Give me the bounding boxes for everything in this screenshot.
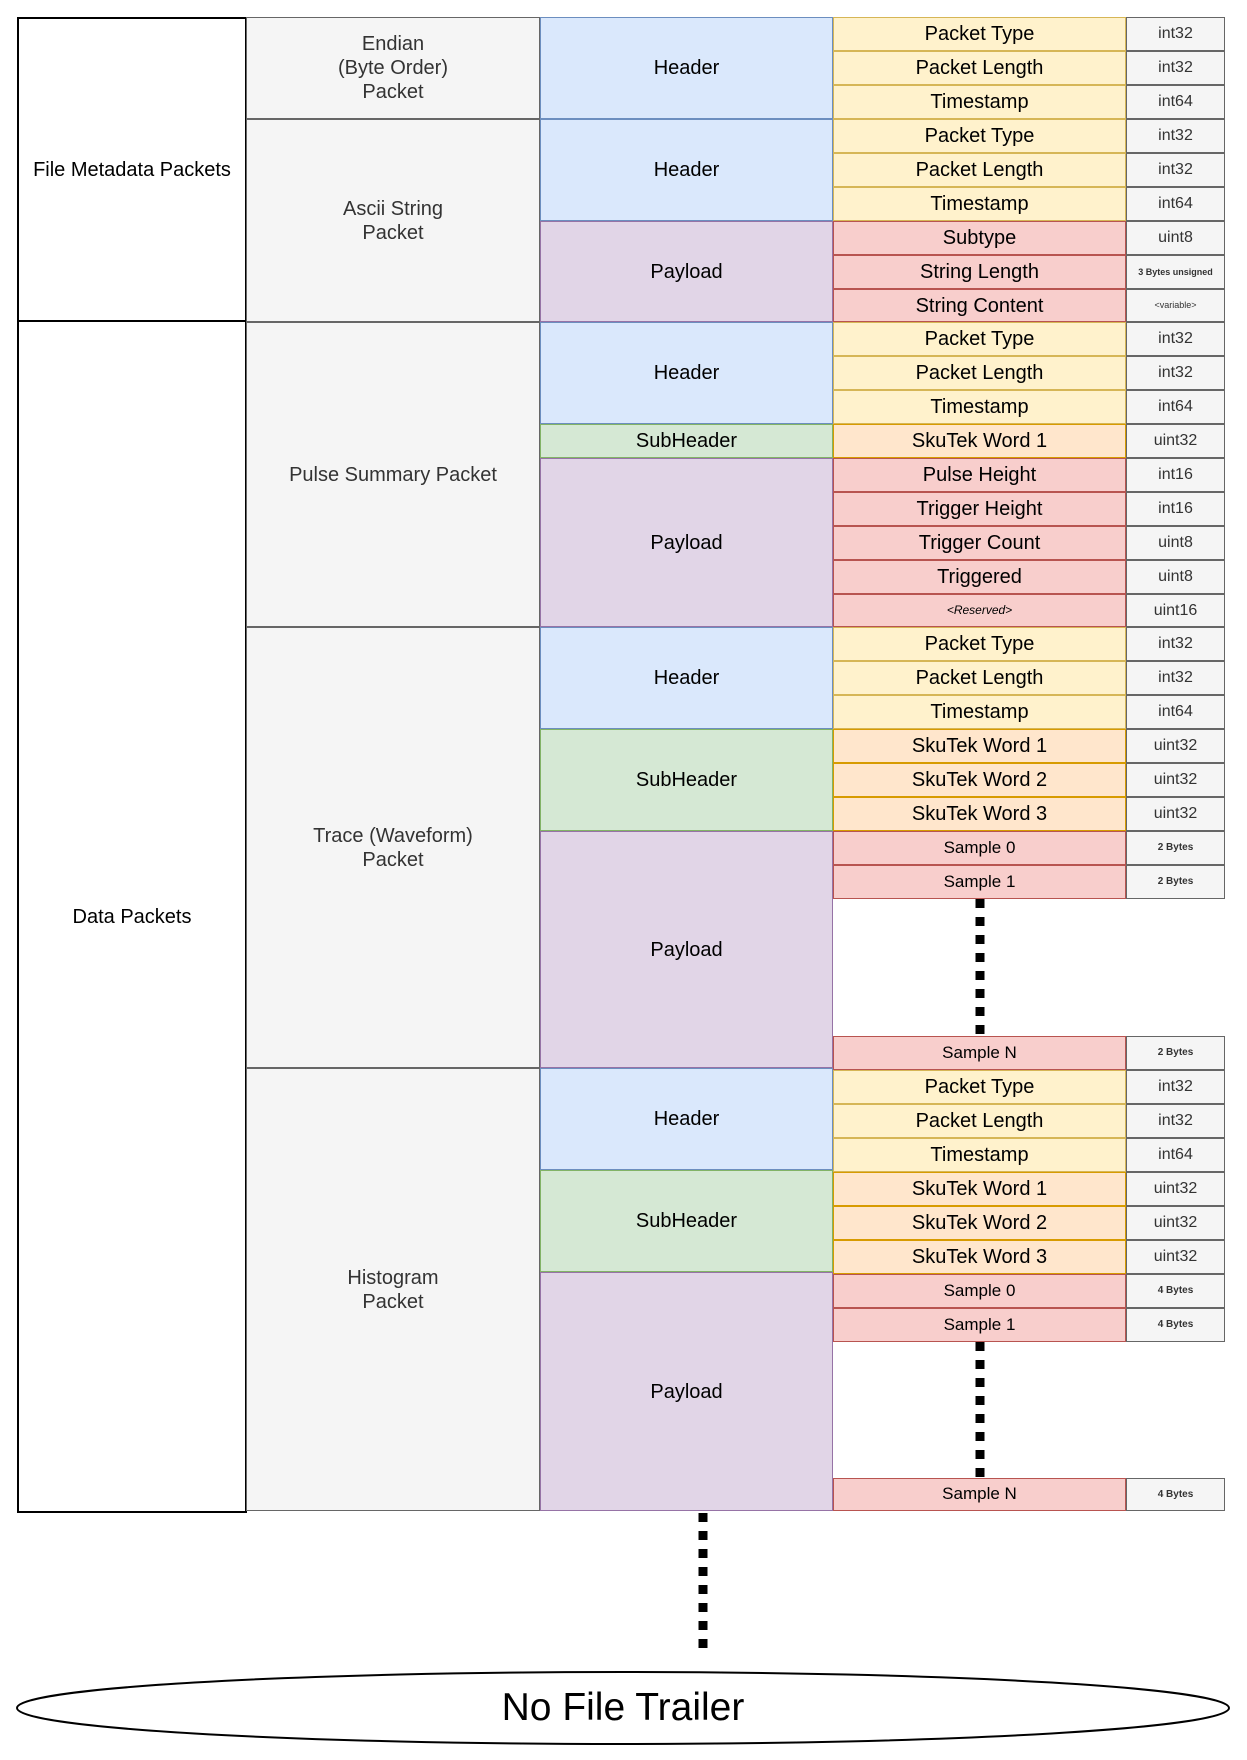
packet-label: Trace (Waveform) Packet — [313, 824, 473, 871]
field-label: String Content — [915, 294, 1044, 317]
type-label: int32 — [1158, 669, 1193, 687]
type-label: 4 Bytes — [1157, 1285, 1194, 1296]
type-label: 4 Bytes — [1157, 1319, 1194, 1330]
field-label: Trigger Height — [916, 498, 1043, 520]
field-label: Timestamp — [930, 701, 1029, 723]
section-label: SubHeader — [635, 430, 738, 452]
type-label: 4 Bytes — [1157, 1488, 1194, 1500]
type-label: 3 Bytes unsigned — [1138, 266, 1213, 277]
type-label: int64 — [1158, 398, 1193, 416]
field-label: Packet Type — [924, 328, 1035, 350]
category-label: File Metadata Packets — [33, 158, 231, 181]
field-label: SkuTek Word 1 — [911, 430, 1048, 452]
packet-label: Ascii String Packet — [342, 197, 444, 244]
field-label: Packet Length — [915, 57, 1044, 79]
section-label: Header — [653, 1108, 720, 1130]
type-label: uint16 — [1153, 601, 1198, 619]
section-label: SubHeader — [635, 1210, 738, 1232]
type-label: uint32 — [1153, 1214, 1198, 1232]
field-label: Sample 1 — [943, 1314, 1016, 1334]
field-label: Triggered — [937, 566, 1022, 588]
type-label: uint32 — [1153, 1248, 1198, 1266]
field-label: Packet Length — [915, 667, 1044, 689]
type-label: int16 — [1158, 500, 1193, 518]
type-label: int32 — [1158, 25, 1193, 43]
field-label: Sample 1 — [943, 871, 1016, 891]
trailer-label: No File Trailer — [501, 1686, 745, 1729]
field-label: Sample 0 — [943, 837, 1016, 857]
type-label: int32 — [1158, 1078, 1193, 1096]
type-label: int32 — [1158, 161, 1193, 179]
section-label: Header — [653, 362, 720, 384]
type-label: uint8 — [1158, 568, 1193, 586]
field-label: SkuTek Word 1 — [911, 1178, 1048, 1200]
field-label: Subtype — [942, 227, 1017, 249]
type-label: 2 Bytes — [1157, 842, 1194, 853]
field-label: Timestamp — [930, 1144, 1029, 1166]
field-label: SkuTek Word 3 — [911, 803, 1048, 825]
packet-label: Pulse Summary Packet — [289, 463, 497, 486]
type-label: int32 — [1158, 127, 1193, 145]
type-label: uint32 — [1153, 432, 1198, 450]
field-label: Sample N — [942, 1484, 1017, 1504]
section-label: Payload — [650, 260, 723, 283]
section-label: SubHeader — [635, 769, 738, 791]
field-label: SkuTek Word 3 — [911, 1246, 1048, 1268]
type-label: 2 Bytes — [1157, 1047, 1194, 1058]
packet-label: Endian (Byte Order) Packet — [337, 33, 449, 103]
type-label: <variable> — [1154, 300, 1197, 311]
field-label: Packet Type — [924, 125, 1035, 147]
type-label: uint8 — [1158, 534, 1193, 552]
type-label: uint8 — [1158, 229, 1193, 247]
field-label: Packet Type — [924, 633, 1035, 655]
type-label: int32 — [1158, 1112, 1193, 1130]
type-label: int32 — [1158, 364, 1193, 382]
field-label: SkuTek Word 1 — [911, 735, 1048, 757]
type-label: int16 — [1158, 466, 1193, 484]
type-label: uint32 — [1153, 737, 1198, 755]
field-label: Sample N — [942, 1042, 1017, 1062]
type-label: uint32 — [1153, 805, 1198, 823]
type-label: 2 Bytes — [1157, 876, 1194, 887]
type-label: int64 — [1158, 195, 1193, 213]
category-label: Data Packets — [72, 905, 192, 928]
field-label: Trigger Count — [918, 532, 1041, 554]
field-label: Packet Type — [924, 23, 1035, 45]
section-label: Payload — [650, 938, 723, 961]
section-label: Header — [653, 667, 720, 689]
field-label: <Reserved> — [946, 603, 1013, 618]
field-label: Packet Length — [915, 159, 1044, 181]
packet-label: Histogram Packet — [347, 1266, 439, 1313]
field-label: Timestamp — [930, 193, 1029, 215]
type-label: uint32 — [1153, 771, 1198, 789]
type-label: int64 — [1158, 1146, 1193, 1164]
field-label: String Length — [920, 261, 1039, 283]
type-label: int32 — [1158, 59, 1193, 77]
section-label: Payload — [650, 1380, 723, 1403]
field-label: SkuTek Word 2 — [911, 769, 1048, 791]
type-label: int64 — [1158, 703, 1193, 721]
field-label: Sample 0 — [943, 1280, 1016, 1300]
type-label: int64 — [1158, 93, 1193, 111]
section-label: Payload — [650, 531, 723, 554]
field-label: Packet Length — [915, 362, 1044, 384]
section-label: Header — [653, 57, 720, 79]
field-label: Packet Type — [924, 1076, 1035, 1098]
field-label: Timestamp — [930, 91, 1029, 113]
type-label: uint32 — [1153, 1180, 1198, 1198]
section-label: Header — [653, 159, 720, 181]
field-label: Packet Length — [915, 1110, 1044, 1132]
type-label: int32 — [1158, 635, 1193, 653]
no-file-trailer — [17, 1672, 1229, 1744]
field-label: SkuTek Word 2 — [911, 1212, 1048, 1234]
type-label: int32 — [1158, 330, 1193, 348]
field-label: Timestamp — [930, 396, 1029, 418]
field-label: Pulse Height — [922, 464, 1037, 486]
